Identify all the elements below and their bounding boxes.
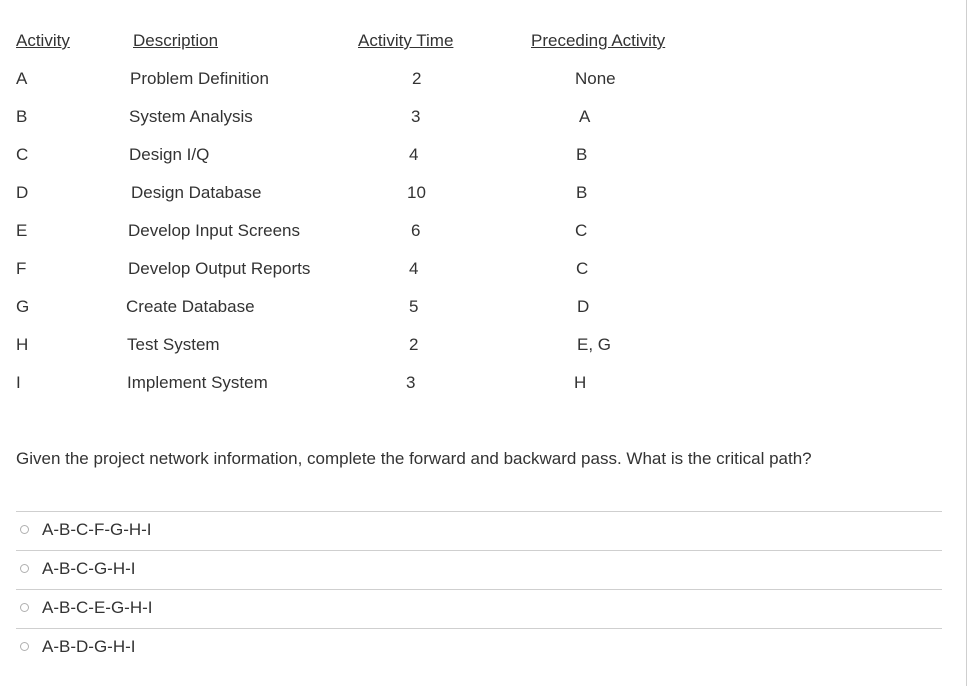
row-i-activity: I — [16, 373, 21, 392]
row-f-description: Develop Output Reports — [128, 259, 311, 278]
row-a-time: 2 — [412, 69, 422, 88]
row-d-activity: D — [16, 183, 29, 202]
row-a-activity: A — [16, 69, 28, 88]
scroll-edge — [966, 0, 972, 686]
radio-button[interactable] — [20, 642, 29, 651]
row-h-preceding: E, G — [577, 335, 612, 354]
question-text: Given the project network information, complete the forward and backward pass. What is the critical path? — [16, 449, 812, 468]
row-g-description: Create Database — [126, 297, 255, 316]
row-a-description: Problem Definition — [130, 69, 269, 88]
row-i-preceding: H — [574, 373, 587, 392]
row-d-preceding: B — [576, 183, 588, 202]
row-c-time: 4 — [409, 145, 419, 164]
row-g-preceding: D — [577, 297, 590, 316]
header-activity: Activity — [16, 31, 70, 50]
row-i-time: 3 — [406, 373, 416, 392]
answer-option[interactable] — [16, 550, 942, 589]
header-activity-time: Activity Time — [358, 31, 454, 50]
answer-option-label: A-B-D-G-H-I — [42, 637, 136, 656]
radio-button[interactable] — [20, 564, 29, 573]
row-d-time: 10 — [407, 183, 426, 202]
answer-options — [16, 511, 942, 667]
row-e-description: Develop Input Screens — [128, 221, 300, 240]
answer-option-label: A-B-C-E-G-H-I — [42, 598, 153, 617]
row-h-activity: H — [16, 335, 29, 354]
row-b-activity: B — [16, 107, 28, 126]
row-b-description: System Analysis — [129, 107, 253, 126]
row-h-description: Test System — [127, 335, 220, 354]
row-e-preceding: C — [575, 221, 588, 240]
row-c-activity: C — [16, 145, 29, 164]
row-b-preceding: A — [579, 107, 591, 126]
row-h-time: 2 — [409, 335, 419, 354]
row-c-preceding: B — [576, 145, 588, 164]
answer-option-label: A-B-C-F-G-H-I — [42, 520, 152, 539]
answer-option[interactable] — [16, 589, 942, 628]
header-preceding-activity: Preceding Activity — [531, 31, 666, 50]
row-i-description: Implement System — [127, 373, 268, 392]
radio-button[interactable] — [20, 603, 29, 612]
row-a-preceding: None — [575, 69, 616, 88]
header-description: Description — [133, 31, 219, 50]
row-f-time: 4 — [409, 259, 419, 278]
row-c-description: Design I/Q — [129, 145, 210, 164]
row-e-time: 6 — [411, 221, 421, 240]
row-g-activity: G — [16, 297, 30, 316]
answer-option[interactable] — [16, 511, 942, 550]
row-e-activity: E — [16, 221, 28, 240]
answer-option[interactable] — [16, 628, 942, 667]
row-f-preceding: C — [576, 259, 589, 278]
answer-option-label: A-B-C-G-H-I — [42, 559, 136, 578]
row-f-activity: F — [16, 259, 27, 278]
row-b-time: 3 — [411, 107, 421, 126]
row-d-description: Design Database — [131, 183, 262, 202]
radio-button[interactable] — [20, 525, 29, 534]
row-g-time: 5 — [409, 297, 419, 316]
